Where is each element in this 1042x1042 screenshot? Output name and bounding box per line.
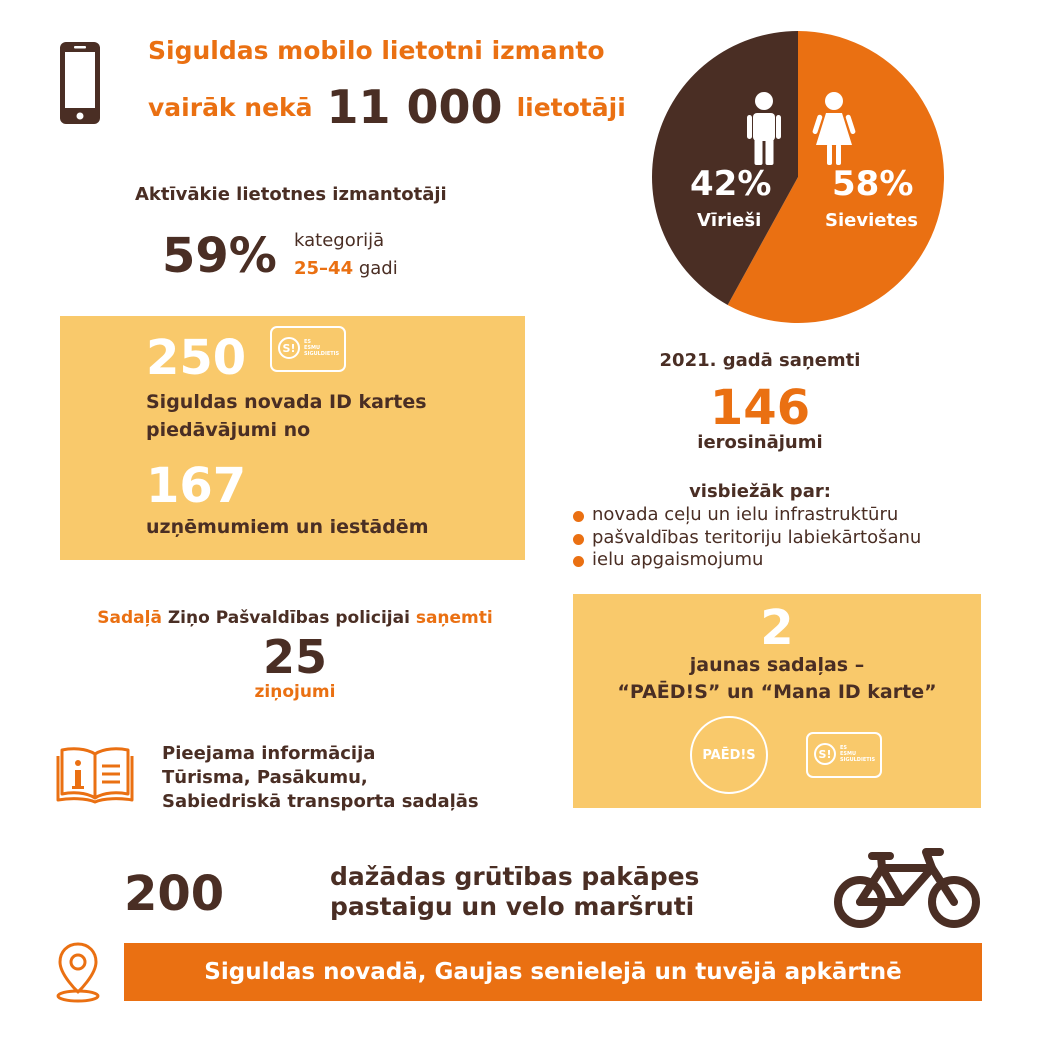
companies-description: uzņēmumiem un iestādēm <box>146 516 429 538</box>
location-pin-icon <box>54 940 102 1004</box>
women-percent: 58% <box>832 164 914 204</box>
info-book-icon <box>56 744 134 804</box>
men-percent: 42% <box>690 164 772 204</box>
headline-line-1: Siguldas mobilo lietotni izmanto <box>148 36 605 65</box>
id-card-logo-text: ES ESMU SIGULDIETIS <box>304 339 340 357</box>
police-title: Sadaļā Ziņo Pašvaldības policijai saņemti <box>97 608 493 628</box>
active-users-category-label: kategorijā <box>294 230 385 251</box>
age-unit: gadi <box>358 258 398 279</box>
age-range: 25–44 <box>294 258 354 279</box>
id-card-logo-small: S! ES ESMU SIGULDIETIS <box>806 732 882 778</box>
routes-count: 200 <box>124 866 225 922</box>
offers-description: Siguldas novada ID kartes piedāvājumi no <box>146 391 427 441</box>
list-item: novada ceļu un ielu infrastruktūru <box>572 504 921 527</box>
men-label: Vīrieši <box>697 210 762 231</box>
police-count: 25 <box>262 630 327 684</box>
info-text: Pieejama informācija Tūrisma, Pasākumu, Sabiedriskā transporta sadaļās <box>162 743 479 812</box>
id-card-logo <box>270 326 346 372</box>
women-label: Sievietes <box>825 210 918 231</box>
suggestions-list <box>572 504 921 572</box>
list-item: pašvaldības teritoriju labiekārtošanu <box>572 527 921 550</box>
police-label: ziņojumi <box>254 682 336 702</box>
id-card-logo-glyph: S! <box>278 337 300 359</box>
offers-count: 250 <box>146 330 247 386</box>
active-users-age <box>294 258 398 279</box>
routes-description: dažādas grūtības pakāpes pastaigu un velo maršruti <box>330 862 700 921</box>
paedis-logo: PAĒD!S <box>690 716 768 794</box>
new-sections-text: jaunas sadaļas – “PAĒD!S” un “Mana ID karte” <box>617 654 937 703</box>
list-item: ielu apgaismojumu <box>572 549 921 572</box>
headline-users-number: 11 000 <box>326 80 503 134</box>
headline-prefix: vairāk nekā <box>148 92 313 122</box>
region-banner: Siguldas novadā, Gaujas senielejā un tuvējā apkārtnē <box>124 943 982 1001</box>
companies-count: 167 <box>146 458 247 514</box>
new-sections-count: 2 <box>760 600 794 656</box>
suggestions-label: ierosinājumi <box>697 432 823 453</box>
bicycle-icon <box>832 846 982 932</box>
headline-suffix: lietotāji <box>516 92 626 122</box>
active-users-title: Aktīvākie lietotnes izmantotāji <box>135 184 447 205</box>
suggestions-count: 146 <box>709 380 811 436</box>
suggestions-most-about: visbiežāk par: <box>689 481 831 502</box>
active-users-percent: 59% <box>162 228 277 284</box>
suggestions-year: 2021. gadā saņemti <box>659 350 861 371</box>
headline-line-2 <box>148 82 626 132</box>
smartphone-icon <box>58 40 102 126</box>
